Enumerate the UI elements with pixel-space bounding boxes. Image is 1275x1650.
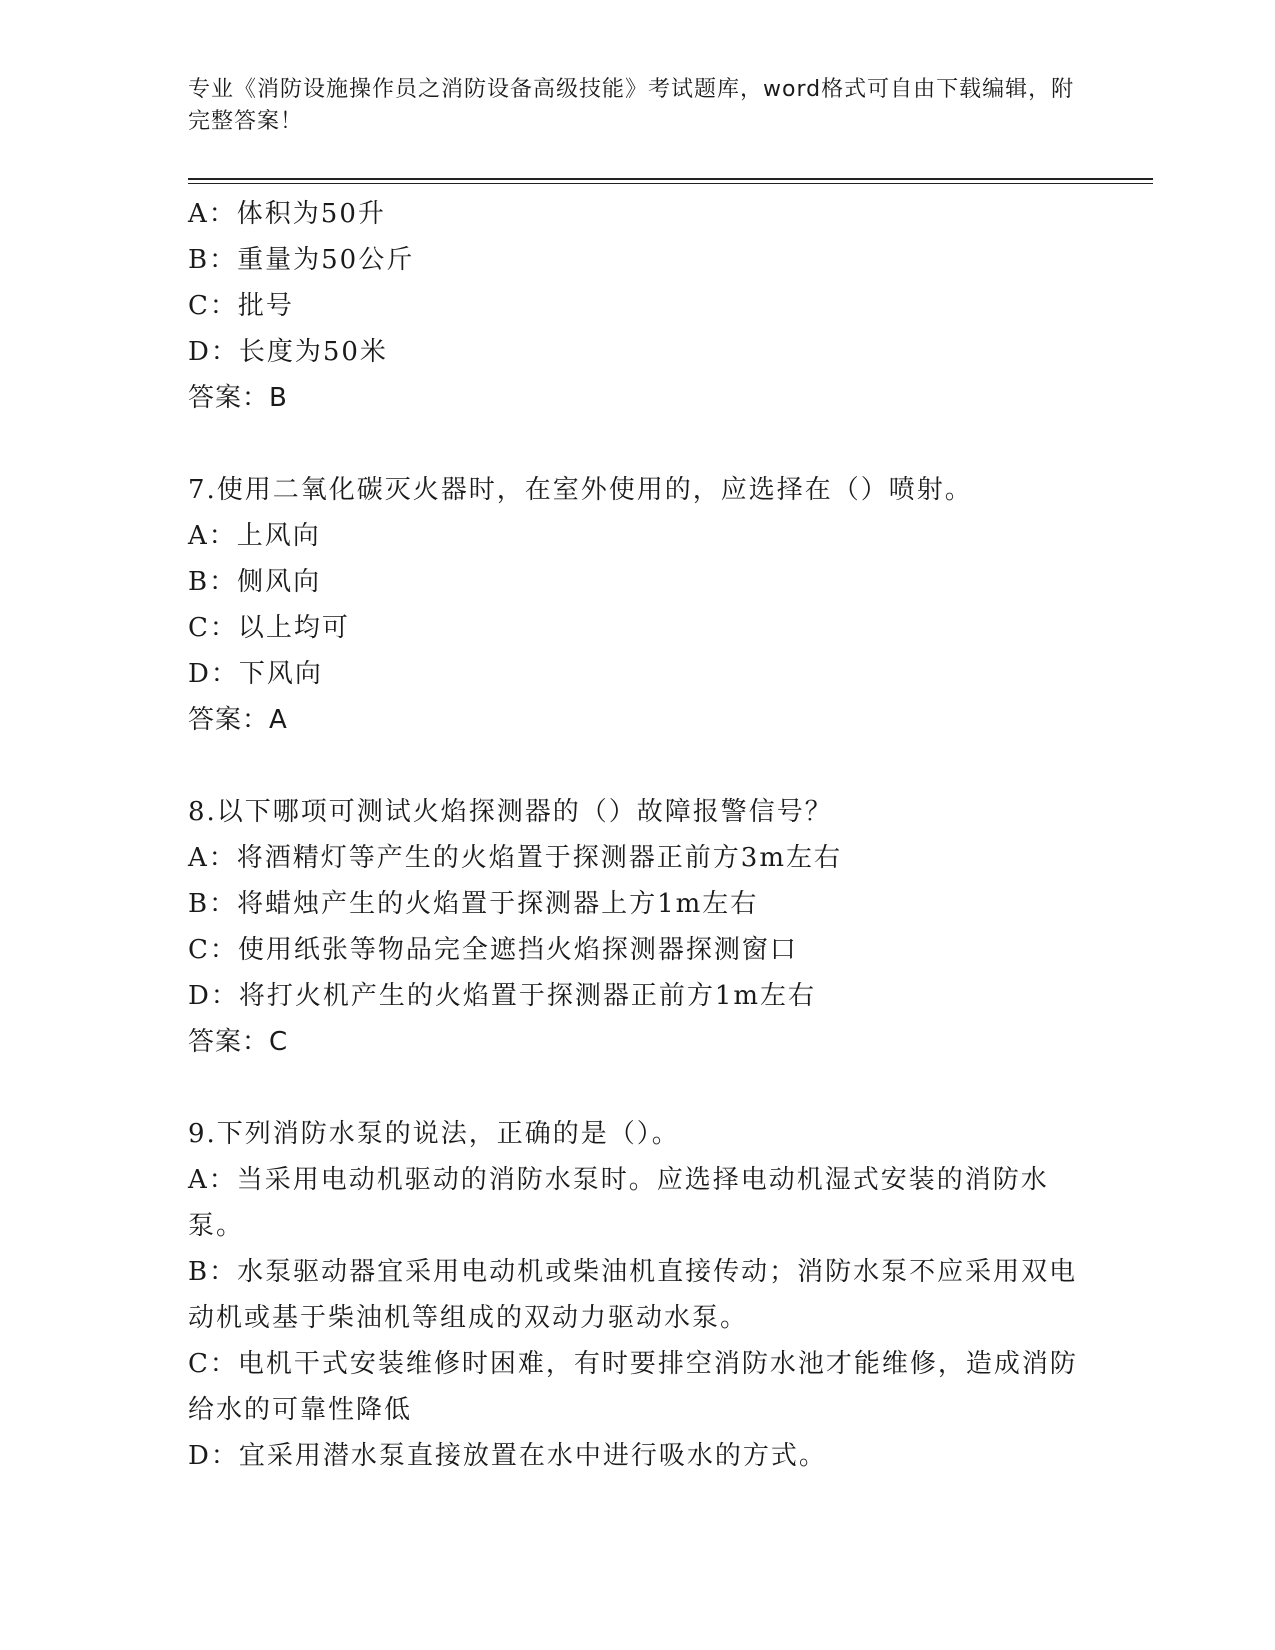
document-header: 专业《消防设施操作员之消防设备高级技能》考试题库，word格式可自由下载编辑，附完整答案！ bbox=[188, 77, 1075, 134]
question-9 bbox=[188, 1111, 1088, 1479]
header-divider-thick bbox=[188, 178, 1153, 180]
question-7 bbox=[188, 467, 1088, 743]
header-divider-thin bbox=[188, 183, 1153, 184]
question-text: 9.下列消防水泵的说法，正确的是（）。 bbox=[188, 1119, 680, 1149]
spacer bbox=[188, 1065, 1088, 1111]
option-a: A：上风向 bbox=[188, 521, 321, 551]
option-c: C：以上均可 bbox=[188, 613, 350, 643]
option-a: A：将酒精灯等产生的火焰置于探测器正前方3m左右 bbox=[188, 843, 842, 873]
option-c: C：批号 bbox=[188, 291, 294, 321]
option-d: D：下风向 bbox=[188, 659, 323, 689]
answer: 答案：C bbox=[188, 1027, 289, 1057]
option-b: B：重量为50公斤 bbox=[188, 245, 415, 275]
option-d: D：将打火机产生的火焰置于探测器正前方1m左右 bbox=[188, 981, 817, 1011]
option-d: D：宜采用潜水泵直接放置在水中进行吸水的方式。 bbox=[188, 1441, 827, 1471]
option-d: D：长度为50米 bbox=[188, 337, 388, 367]
question-text: 8.以下哪项可测试火焰探测器的（）故障报警信号？ bbox=[188, 797, 833, 827]
option-a: A：体积为50升 bbox=[188, 199, 386, 229]
answer: 答案：B bbox=[188, 383, 288, 413]
option-b: B：将蜡烛产生的火焰置于探测器上方1m左右 bbox=[188, 889, 759, 919]
spacer bbox=[188, 743, 1088, 789]
answer: 答案：A bbox=[188, 705, 288, 735]
question-list bbox=[188, 191, 1088, 1479]
option-c: C：电机干式安装维修时困难，有时要排空消防水池才能维修，造成消防给水的可靠性降低 bbox=[188, 1349, 1078, 1425]
question-6 bbox=[188, 191, 1088, 421]
question-text: 7.使用二氧化碳灭火器时，在室外使用的，应选择在（）喷射。 bbox=[188, 475, 973, 505]
option-c: C：使用纸张等物品完全遮挡火焰探测器探测窗口 bbox=[188, 935, 798, 965]
spacer bbox=[188, 421, 1088, 467]
option-a: A：当采用电动机驱动的消防水泵时。应选择电动机湿式安装的消防水泵。 bbox=[188, 1165, 1049, 1241]
option-b: B：侧风向 bbox=[188, 567, 322, 597]
question-8 bbox=[188, 789, 1088, 1065]
option-b: B：水泵驱动器宜采用电动机或柴油机直接传动；消防水泵不应采用双电动机或基于柴油机等组成的双动力驱动水泵。 bbox=[188, 1257, 1078, 1333]
